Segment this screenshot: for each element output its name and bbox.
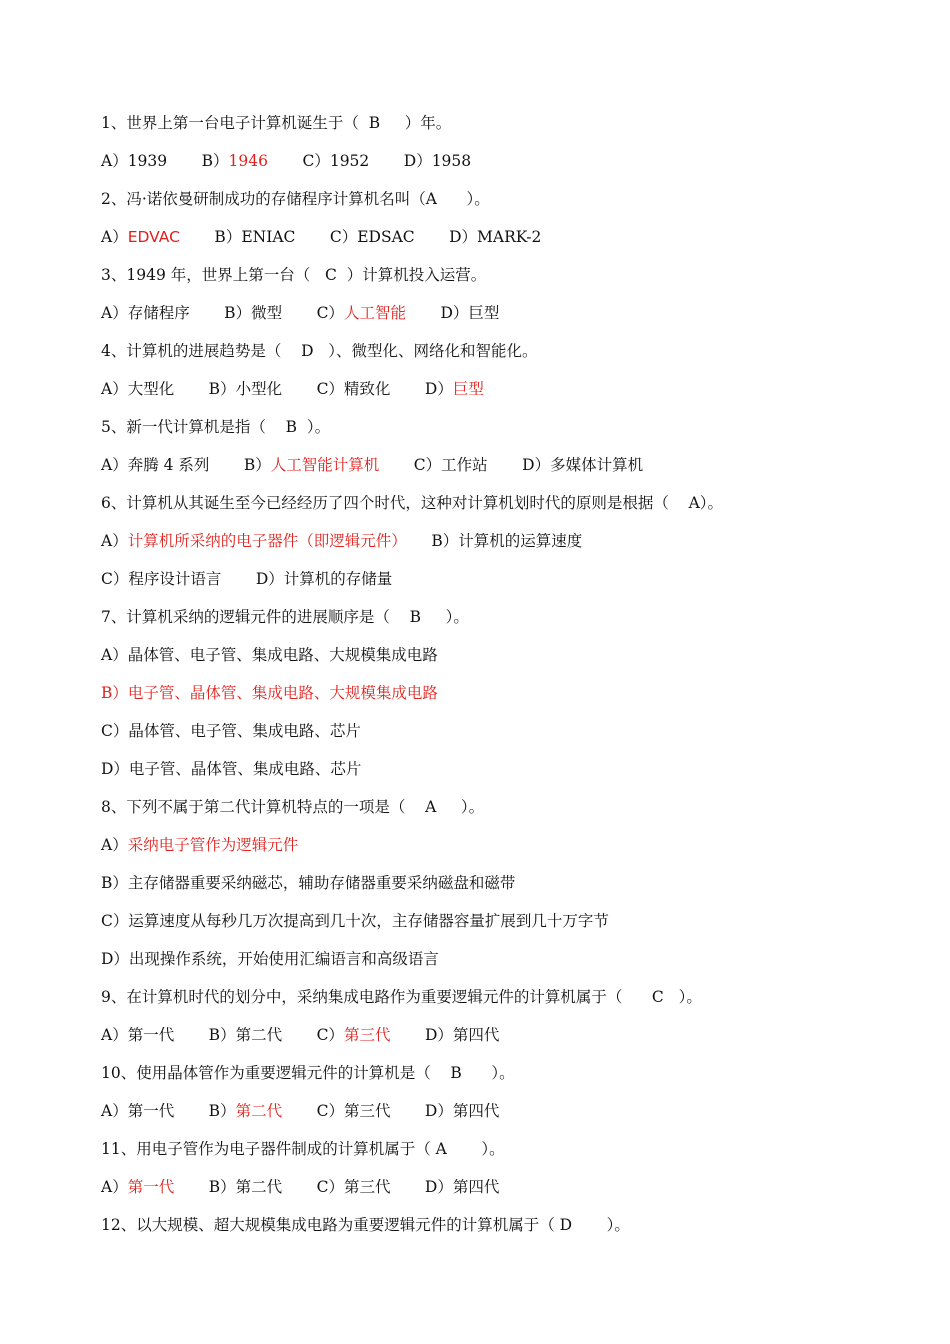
text-line [101, 522, 901, 560]
answer-highlight: B）电子管、晶体管、集成电路、大规模集成电路 [101, 684, 438, 702]
text-segment: A）晶体管、电子管、集成电路、大规模集成电路 [101, 646, 438, 664]
text-line [101, 370, 901, 408]
text-segment: D）第四代 [390, 1026, 500, 1044]
text-segment: B）第二代 C）第三代 D）第四代 [174, 1178, 500, 1196]
text-segment: 1、世界上第一台电子计算机诞生于（ B ）年。 [101, 114, 452, 132]
text-segment: A） [101, 532, 128, 550]
text-segment: C）晶体管、电子管、集成电路、芯片 [101, 722, 361, 740]
text-line [101, 1054, 901, 1092]
text-segment: 5、新一代计算机是指（ B ）。 [101, 418, 331, 436]
answer-highlight: EDVAC [127, 228, 180, 246]
text-line [101, 1092, 901, 1130]
text-segment: A）存储程序 B）微型 C） [101, 304, 344, 322]
text-line [101, 1130, 901, 1168]
text-line [101, 332, 901, 370]
text-line [101, 636, 901, 674]
answer-highlight: 第三代 [343, 1026, 391, 1044]
text-segment: A）1939 B） [101, 152, 229, 170]
text-line [101, 940, 901, 978]
text-segment: C）1952 D）1958 [267, 152, 472, 170]
text-line [101, 180, 901, 218]
text-line [101, 560, 901, 598]
text-segment: C）工作站 D）多媒体计算机 [379, 456, 644, 474]
text-line [101, 712, 901, 750]
text-segment: A） [101, 1178, 128, 1196]
text-line [101, 484, 901, 522]
answer-highlight: 采纳电子管作为逻辑元件 [127, 836, 299, 854]
text-line [101, 864, 901, 902]
text-line [101, 902, 901, 940]
answer-highlight: 1946 [228, 152, 268, 170]
text-segment: C）运算速度从每秒几万次提高到几十次，主存储器容量扩展到几十万字节 [101, 912, 609, 930]
text-line [101, 1206, 901, 1244]
answer-highlight: 巨型 [452, 380, 484, 398]
text-line [101, 256, 901, 294]
text-segment: D）出现操作系统，开始使用汇编语言和高级语言 [101, 950, 439, 968]
answer-highlight: 第二代 [235, 1102, 283, 1120]
text-segment: 2、冯·诺依曼研制成功的存储程序计算机名叫（A ）。 [101, 190, 490, 208]
text-segment: A）第一代 B）第二代 C） [101, 1026, 344, 1044]
text-line [101, 446, 901, 484]
text-segment: B）计算机的运算速度 [406, 532, 583, 550]
text-line [101, 104, 901, 142]
text-segment: A） [101, 228, 128, 246]
text-segment: C）第三代 D）第四代 [282, 1102, 500, 1120]
text-segment: 6、计算机从其诞生至今已经经历了四个时代，这种对计算机划时代的原则是根据（ A）。 [101, 494, 724, 512]
text-line [101, 978, 901, 1016]
text-segment: 12、以大规模、超大规模集成电路为重要逻辑元件的计算机属于（ D ）。 [101, 1216, 630, 1234]
text-segment: D）电子管、晶体管、集成电路、芯片 [101, 760, 362, 778]
text-segment: C）程序设计语言 D）计算机的存储量 [101, 570, 393, 588]
text-segment: B）ENIAC C）EDSAC D）MARK-2 [179, 228, 542, 246]
answer-highlight: 人工智能 [343, 304, 406, 322]
text-segment: 11、用电子管作为电子器件制成的计算机属于（ A ）。 [101, 1140, 505, 1158]
text-line [101, 294, 901, 332]
text-line [101, 750, 901, 788]
text-line [101, 1168, 901, 1206]
text-line [101, 674, 901, 712]
text-segment: 4、计算机的进展趋势是（ D ）、微型化、网络化和智能化。 [101, 342, 538, 360]
text-line [101, 142, 901, 180]
text-segment: B）主存储器重要采纳磁芯，辅助存储器重要采纳磁盘和磁带 [101, 874, 516, 892]
text-segment: 10、使用晶体管作为重要逻辑元件的计算机是（ B ）。 [101, 1064, 515, 1082]
text-line [101, 218, 901, 256]
text-segment: A）奔腾 4 系列 B） [101, 456, 271, 474]
answer-highlight: 计算机所采纳的电子器件（即逻辑元件） [127, 532, 407, 550]
text-segment: 8、下列不属于第二代计算机特点的一项是（ A ）。 [101, 798, 485, 816]
text-line [101, 408, 901, 446]
text-segment: D）巨型 [405, 304, 500, 322]
answer-highlight: 人工智能计算机 [270, 456, 380, 474]
text-segment: A）第一代 B） [101, 1102, 236, 1120]
text-line [101, 1016, 901, 1054]
text-line [101, 598, 901, 636]
text-segment: A） [101, 836, 128, 854]
text-segment: 7、计算机采纳的逻辑元件的进展顺序是（ B ）。 [101, 608, 469, 626]
text-line [101, 826, 901, 864]
text-segment: 3、1949 年，世界上第一台（ C ）计算机投入运营。 [101, 266, 487, 284]
text-segment: 9、在计算机时代的划分中，采纳集成电路作为重要逻辑元件的计算机属于（ C ）。 [101, 988, 702, 1006]
document-page [101, 104, 901, 1244]
text-segment: A）大型化 B）小型化 C）精致化 D） [101, 380, 453, 398]
answer-highlight: 第一代 [127, 1178, 175, 1196]
text-line [101, 788, 901, 826]
